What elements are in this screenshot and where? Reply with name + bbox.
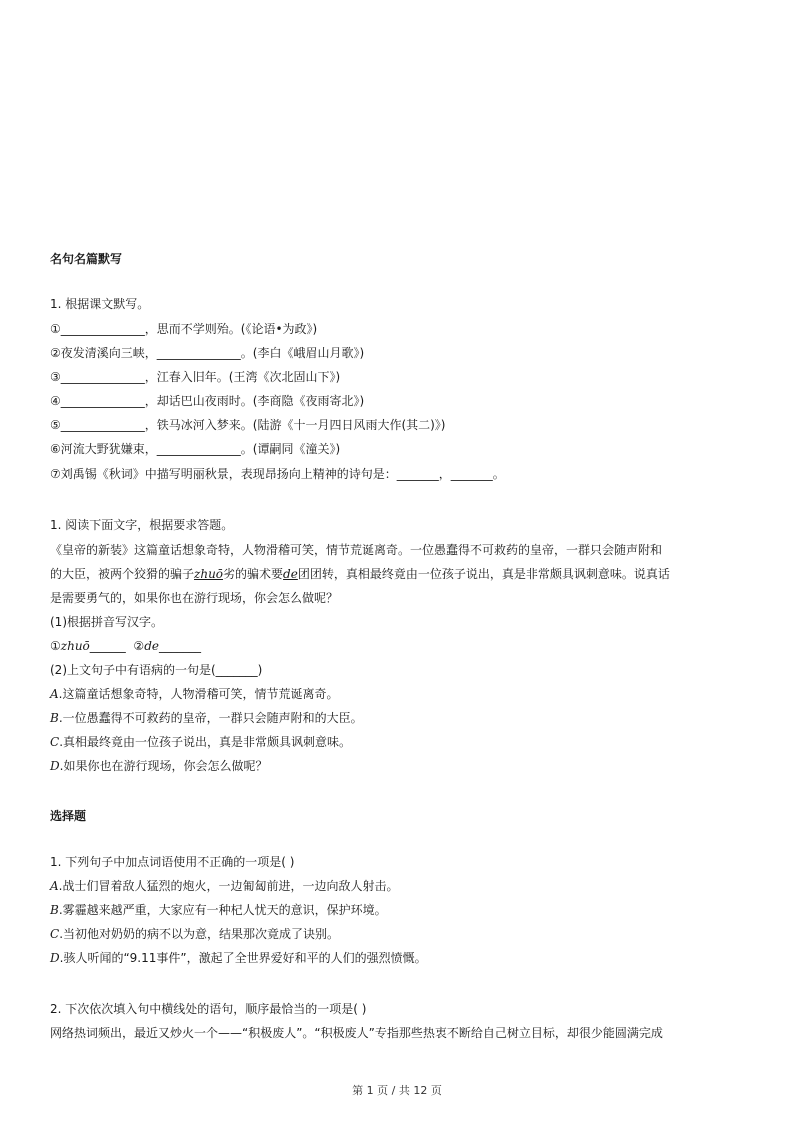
- option: [50, 734, 351, 750]
- option-text: .这篇童话想象奇特，人物滑稽可笑，情节荒诞离奇。: [58, 687, 339, 701]
- question-intro: 1. 根据课文默写。: [50, 297, 150, 311]
- option: [50, 926, 339, 942]
- option-text: .如果你也在游行现场，你会怎么做呢？: [59, 759, 268, 773]
- pinyin-answer-row: [50, 638, 201, 654]
- answer-blank: _______: [158, 639, 201, 653]
- page-number: 第 1 页 / 共 12 页: [352, 1084, 442, 1097]
- passage-line: 《皇帝的新装》这篇童话想象奇特，人物滑稽可笑，情节荒诞离奇。一位愚蠢得不可救药的皇帝，一群只会随声附和: [50, 543, 663, 557]
- passage-line: 网络热词频出，最近又炒火一个——“积极废人”。“积极废人”专指那些热衷不断给自己树立目标，却很少能圆满完成: [50, 1026, 663, 1040]
- pinyin-zhuo: zhuō: [194, 567, 224, 581]
- sub-question: (2)上文句子中有语病的一句是(_______): [50, 663, 263, 677]
- option: [50, 686, 339, 702]
- sub-question: (1)根据拼音写汉字。: [50, 615, 163, 629]
- option-letter: D: [50, 759, 60, 773]
- passage-line: [50, 566, 670, 582]
- option-letter: B: [50, 903, 59, 917]
- question-stem: 1. 下列句子中加点词语使用不正确的一项是( ): [50, 855, 295, 869]
- option-text: .雾霾越来越严重，大家应有一种杞人忧天的意识，保护环境。: [58, 903, 387, 917]
- passage-text: 的大臣，被两个狡猾的骗子: [50, 567, 195, 581]
- option-text: .一位愚蠢得不可救药的皇帝，一群只会随声附和的大臣。: [58, 711, 363, 725]
- passage-text: 团团转，真相最终竟由一位孩子说出，真是非常颇具讽刺意味。说真话: [297, 567, 670, 581]
- pinyin-zhuo: zhuō: [60, 639, 90, 653]
- option: [50, 950, 427, 966]
- option: [50, 878, 399, 894]
- option-letter: C: [50, 927, 60, 941]
- option-text: .战士们冒着敌人猛烈的炮火，一边匍匐前进，一边向敌人射击。: [58, 879, 399, 893]
- fill-item: ⑦刘禹锡《秋词》中描写明丽秋景，表现昂扬向上精神的诗句是：_______，_______。: [50, 467, 505, 481]
- passage-line: 是需要勇气的，如果你也在游行现场，你会怎么做呢？: [50, 591, 339, 605]
- item-number: ①: [50, 639, 61, 653]
- pinyin-de: de: [283, 567, 298, 581]
- fill-item: ⑥河流大野犹嫌束，______________。(谭嗣同《潼关》): [50, 442, 341, 456]
- answer-blank: ______: [89, 639, 126, 653]
- option-letter: A: [50, 879, 59, 893]
- option-letter: A: [50, 687, 59, 701]
- question-stem: 2. 下次依次填入句中横线处的语句，顺序最恰当的一项是( ): [50, 1002, 367, 1016]
- option-letter: D: [50, 951, 60, 965]
- option-text: .真相最终竟由一位孩子说出，真是非常颇具讽刺意味。: [59, 735, 352, 749]
- option: [50, 710, 363, 726]
- option-letter: B: [50, 711, 59, 725]
- fill-item: ②夜发清溪向三峡，______________。(李白《峨眉山月歌》): [50, 346, 365, 360]
- option: [50, 758, 267, 774]
- fill-item: ⑤______________，铁马冰河入梦来。(陆游《十一月四日风雨大作(其二)》): [50, 418, 446, 432]
- item-number: ②: [133, 639, 145, 653]
- pinyin-de: de: [144, 639, 159, 653]
- option-letter: C: [50, 735, 60, 749]
- section-heading-mingju: 名句名篇默写: [50, 252, 123, 266]
- fill-item: ③______________，江春入旧年。(王湾《次北固山下》): [50, 370, 341, 384]
- option-text: .骇人听闻的“9.11事件”，激起了全世界爱好和平的人们的强烈愤慨。: [59, 951, 427, 965]
- passage-text: 劣的骗术要: [223, 567, 284, 581]
- option-text: .当初他对奶奶的病不以为意，结果那次竟成了诀别。: [59, 927, 340, 941]
- fill-item: ④______________，却话巴山夜雨时。(李商隐《夜雨寄北》): [50, 394, 365, 408]
- fill-item: ①______________，思而不学则殆。(《论语•为政》): [50, 322, 318, 336]
- question-intro: 1. 阅读下面文字，根据要求答题。: [50, 518, 234, 532]
- section-heading-choice: 选择题: [50, 809, 87, 823]
- option: [50, 902, 387, 918]
